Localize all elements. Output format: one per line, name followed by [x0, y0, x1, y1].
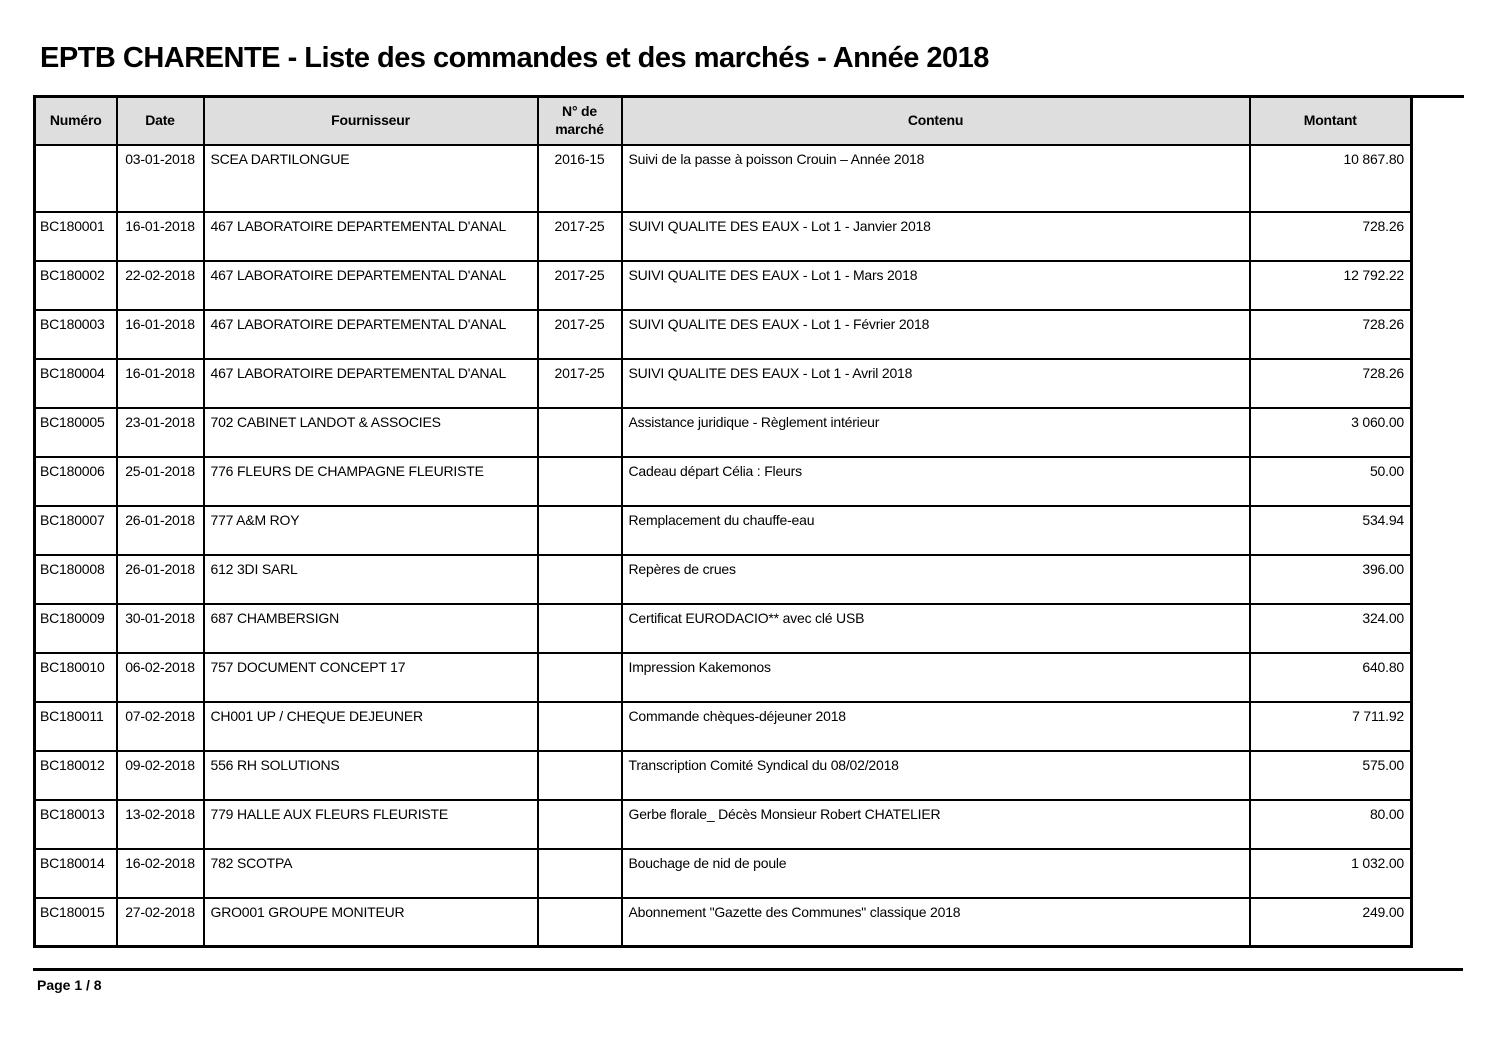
cell-fournisseur: 782 SCOTPA	[204, 849, 538, 898]
table-row	[35, 506, 1412, 555]
cell-fournisseur: 776 FLEURS DE CHAMPAGNE FLEURISTE	[204, 457, 538, 506]
cell-contenu: Impression Kakemonos	[622, 653, 1250, 702]
cell-montant: 324.00	[1250, 604, 1412, 653]
table-row	[35, 849, 1412, 898]
cell-date: 22-02-2018	[117, 261, 204, 310]
cell-contenu: Abonnement "Gazette des Communes" classique 2018	[622, 898, 1250, 947]
cell-contenu: Commande chèques-déjeuner 2018	[622, 702, 1250, 751]
page-title: EPTB CHARENTE - Liste des commandes et des marchés - Année 2018	[40, 42, 989, 74]
cell-contenu: SUIVI QUALITE DES EAUX - Lot 1 - Février 2018	[622, 310, 1250, 359]
footer-rule	[33, 968, 1463, 971]
table-row	[35, 702, 1412, 751]
cell-numero: BC180001	[35, 212, 117, 261]
cell-contenu: Gerbe florale_ Décès Monsieur Robert CHATELIER	[622, 800, 1250, 849]
cell-montant: 728.26	[1250, 310, 1412, 359]
cell-fournisseur: 612 3DI SARL	[204, 555, 538, 604]
cell-date: 26-01-2018	[117, 555, 204, 604]
cell-montant: 728.26	[1250, 359, 1412, 408]
table-row	[35, 555, 1412, 604]
cell-marche	[538, 555, 622, 604]
cell-montant: 1 032.00	[1250, 849, 1412, 898]
cell-numero: BC180008	[35, 555, 117, 604]
table-row	[35, 310, 1412, 359]
cell-contenu: Repères de crues	[622, 555, 1250, 604]
cell-marche: 2017-25	[538, 310, 622, 359]
cell-montant: 396.00	[1250, 555, 1412, 604]
cell-date: 16-01-2018	[117, 310, 204, 359]
cell-date: 09-02-2018	[117, 751, 204, 800]
cell-numero: BC180005	[35, 408, 117, 457]
cell-numero: BC180010	[35, 653, 117, 702]
col-header-montant: Montant	[1250, 97, 1412, 145]
cell-montant: 640.80	[1250, 653, 1412, 702]
page-number: Page 1 / 8	[37, 977, 102, 993]
cell-date: 03-01-2018	[117, 145, 204, 212]
cell-montant: 534.94	[1250, 506, 1412, 555]
cell-marche	[538, 408, 622, 457]
cell-date: 13-02-2018	[117, 800, 204, 849]
cell-date: 07-02-2018	[117, 702, 204, 751]
cell-contenu: SUIVI QUALITE DES EAUX - Lot 1 - Janvier 2018	[622, 212, 1250, 261]
cell-numero: BC180014	[35, 849, 117, 898]
cell-date: 16-02-2018	[117, 849, 204, 898]
cell-marche: 2016-15	[538, 145, 622, 212]
table-row	[35, 408, 1412, 457]
cell-marche	[538, 506, 622, 555]
cell-numero: BC180011	[35, 702, 117, 751]
cell-montant: 249.00	[1250, 898, 1412, 947]
cell-montant: 50.00	[1250, 457, 1412, 506]
table-row	[35, 457, 1412, 506]
cell-contenu: Remplacement du chauffe-eau	[622, 506, 1250, 555]
cell-date: 16-01-2018	[117, 359, 204, 408]
cell-contenu: SUIVI QUALITE DES EAUX - Lot 1 - Avril 2018	[622, 359, 1250, 408]
cell-date: 25-01-2018	[117, 457, 204, 506]
cell-fournisseur: 687 CHAMBERSIGN	[204, 604, 538, 653]
cell-montant: 12 792.22	[1250, 261, 1412, 310]
cell-fournisseur: 467 LABORATOIRE DEPARTEMENTAL D'ANAL	[204, 261, 538, 310]
cell-montant: 3 060.00	[1250, 408, 1412, 457]
cell-numero: BC180013	[35, 800, 117, 849]
cell-marche	[538, 800, 622, 849]
header-rule-extension	[1410, 95, 1464, 98]
cell-date: 27-02-2018	[117, 898, 204, 947]
cell-marche: 2017-25	[538, 261, 622, 310]
orders-table-container	[33, 95, 1413, 948]
cell-fournisseur: 777 A&M ROY	[204, 506, 538, 555]
cell-date: 30-01-2018	[117, 604, 204, 653]
table-row	[35, 261, 1412, 310]
cell-date: 26-01-2018	[117, 506, 204, 555]
cell-fournisseur: 467 LABORATOIRE DEPARTEMENTAL D'ANAL	[204, 310, 538, 359]
cell-numero: BC180004	[35, 359, 117, 408]
col-header-marche: N° de marché	[538, 97, 622, 145]
cell-marche	[538, 849, 622, 898]
cell-montant: 80.00	[1250, 800, 1412, 849]
col-header-date: Date	[117, 97, 204, 145]
cell-fournisseur: 467 LABORATOIRE DEPARTEMENTAL D'ANAL	[204, 359, 538, 408]
cell-marche	[538, 604, 622, 653]
orders-table	[33, 95, 1413, 948]
cell-marche	[538, 898, 622, 947]
col-header-fournisseur: Fournisseur	[204, 97, 538, 145]
cell-fournisseur: GRO001 GROUPE MONITEUR	[204, 898, 538, 947]
cell-marche	[538, 751, 622, 800]
cell-marche	[538, 457, 622, 506]
cell-marche: 2017-25	[538, 359, 622, 408]
cell-contenu: SUIVI QUALITE DES EAUX - Lot 1 - Mars 2018	[622, 261, 1250, 310]
cell-numero: BC180007	[35, 506, 117, 555]
cell-numero: BC180015	[35, 898, 117, 947]
cell-marche: 2017-25	[538, 212, 622, 261]
cell-montant: 575.00	[1250, 751, 1412, 800]
table-row	[35, 212, 1412, 261]
table-row	[35, 800, 1412, 849]
table-row	[35, 653, 1412, 702]
cell-numero: BC180012	[35, 751, 117, 800]
cell-fournisseur: SCEA DARTILONGUE	[204, 145, 538, 212]
cell-numero: BC180009	[35, 604, 117, 653]
table-row	[35, 604, 1412, 653]
cell-fournisseur: 779 HALLE AUX FLEURS FLEURISTE	[204, 800, 538, 849]
cell-fournisseur: 556 RH SOLUTIONS	[204, 751, 538, 800]
table-row	[35, 751, 1412, 800]
cell-date: 23-01-2018	[117, 408, 204, 457]
cell-numero: BC180006	[35, 457, 117, 506]
cell-fournisseur: 757 DOCUMENT CONCEPT 17	[204, 653, 538, 702]
cell-marche	[538, 653, 622, 702]
cell-montant: 728.26	[1250, 212, 1412, 261]
cell-contenu: Transcription Comité Syndical du 08/02/2018	[622, 751, 1250, 800]
cell-montant: 10 867.80	[1250, 145, 1412, 212]
cell-montant: 7 711.92	[1250, 702, 1412, 751]
cell-contenu: Assistance juridique - Règlement intérieur	[622, 408, 1250, 457]
cell-numero: BC180002	[35, 261, 117, 310]
header-row	[35, 97, 1412, 145]
cell-date: 06-02-2018	[117, 653, 204, 702]
cell-date: 16-01-2018	[117, 212, 204, 261]
cell-numero: BC180003	[35, 310, 117, 359]
cell-contenu: Suivi de la passe à poisson Crouin – Année 2018	[622, 145, 1250, 212]
cell-marche	[538, 702, 622, 751]
table-row	[35, 898, 1412, 947]
cell-fournisseur: 467 LABORATOIRE DEPARTEMENTAL D'ANAL	[204, 212, 538, 261]
cell-numero	[35, 145, 117, 212]
col-header-contenu: Contenu	[622, 97, 1250, 145]
cell-contenu: Bouchage de nid de poule	[622, 849, 1250, 898]
cell-fournisseur: CH001 UP / CHEQUE DEJEUNER	[204, 702, 538, 751]
cell-fournisseur: 702 CABINET LANDOT & ASSOCIES	[204, 408, 538, 457]
table-row	[35, 145, 1412, 212]
cell-contenu: Cadeau départ Célia : Fleurs	[622, 457, 1250, 506]
cell-contenu: Certificat EURODACIO** avec clé USB	[622, 604, 1250, 653]
col-header-numero: Numéro	[35, 97, 117, 145]
table-row	[35, 359, 1412, 408]
